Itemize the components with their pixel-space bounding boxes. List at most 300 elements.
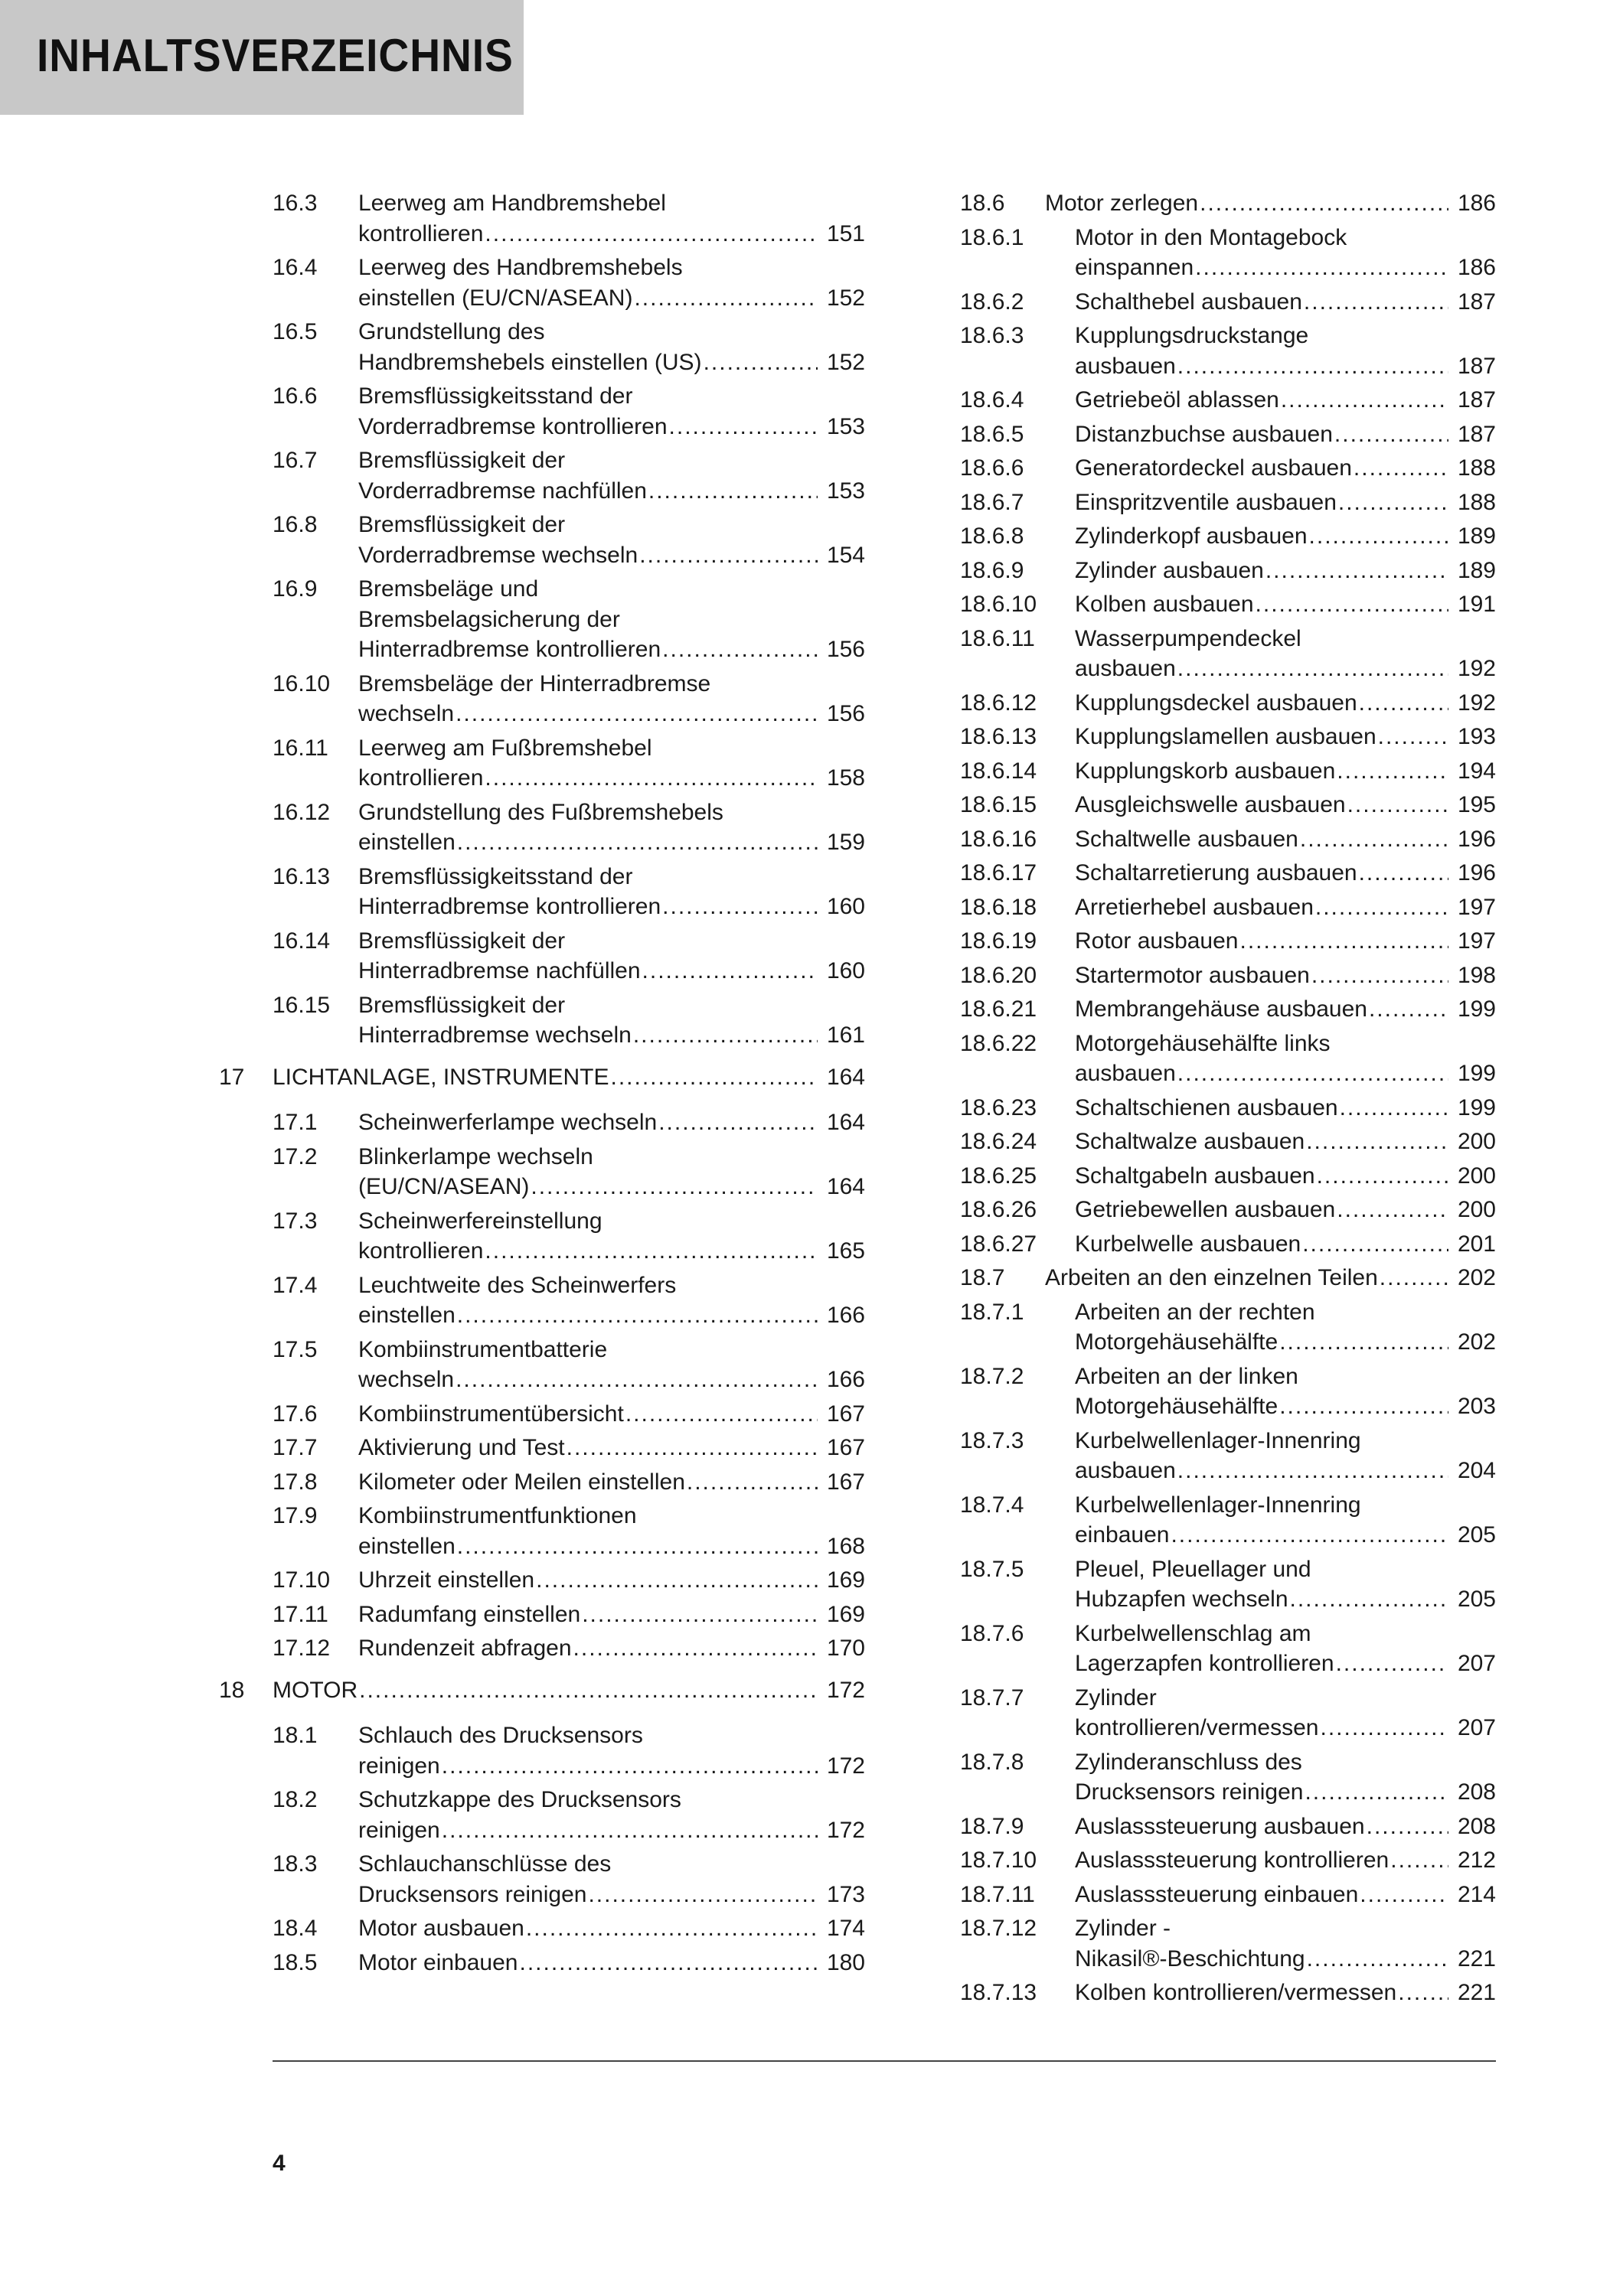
- toc-entry-number: 16.10: [273, 670, 331, 696]
- toc-entry[interactable]: [273, 1785, 865, 1845]
- toc-entry-title: Schaltschienen ausbauen: [1075, 1094, 1338, 1120]
- toc-entry-number: 16.9: [273, 576, 318, 602]
- toc-entry-page: 168: [826, 1533, 865, 1559]
- toc-entry-title: Kilometer oder Meilen einstellen: [358, 1469, 685, 1495]
- toc-entry-number: 16.15: [273, 992, 331, 1018]
- toc-entry-title: Bremsflüssigkeitsstand der: [358, 863, 633, 889]
- toc-entry-title: Kupplungskorb ausbauen: [1075, 758, 1336, 784]
- toc-entry[interactable]: [960, 994, 1496, 1025]
- toc-entry[interactable]: [960, 1747, 1496, 1808]
- toc-entry-page: 192: [1457, 656, 1496, 681]
- toc-entry-number: 16.4: [273, 255, 318, 280]
- toc-entry-page: 156: [826, 637, 865, 662]
- dot-leader: [1177, 351, 1448, 382]
- toc-entry-title: Grundstellung des Fußbremshebels: [358, 799, 723, 825]
- toc-entry-number: 18.6.15: [960, 792, 1037, 817]
- dot-leader: [526, 1913, 818, 1944]
- toc-entry-title: Bremsflüssigkeit der: [358, 512, 566, 537]
- toc-entry-number: 17.2: [273, 1143, 318, 1169]
- toc-entry-page: 191: [1457, 592, 1496, 617]
- toc-entry-title: Kupplungsdeckel ausbauen: [1075, 690, 1357, 716]
- toc-entry[interactable]: [960, 858, 1496, 889]
- toc-entry-title: Zylinderkopf ausbauen: [1075, 523, 1308, 549]
- toc-entry-title: reinigen: [358, 1817, 440, 1843]
- dot-leader: [1300, 824, 1448, 855]
- toc-entry-page: 166: [826, 1367, 865, 1392]
- toc-entry[interactable]: [960, 1845, 1496, 1876]
- dot-leader: [1337, 1195, 1448, 1225]
- toc-entry[interactable]: [960, 1263, 1496, 1293]
- dot-leader: [442, 1751, 818, 1782]
- page-number: 4: [273, 2151, 286, 2176]
- toc-entry[interactable]: [273, 862, 865, 922]
- toc-entry[interactable]: [273, 1433, 865, 1463]
- toc-entry-number: 18.6: [960, 191, 1005, 216]
- toc-entry-number: 17.3: [273, 1208, 318, 1234]
- toc-entry[interactable]: [273, 1270, 865, 1331]
- toc-entry[interactable]: [960, 756, 1496, 787]
- toc-entry-number: 18.7.9: [960, 1813, 1024, 1839]
- toc-entry-number: 18.6.2: [960, 289, 1024, 315]
- toc-entry-number: 16.3: [273, 191, 318, 216]
- toc-entry-page: 158: [826, 765, 865, 791]
- toc-entry[interactable]: [273, 1600, 865, 1630]
- toc-entry-page: 205: [1457, 1522, 1496, 1548]
- toc-entry[interactable]: [273, 445, 865, 506]
- dot-leader: [658, 1107, 818, 1138]
- toc-entry-number: 18.7.1: [960, 1299, 1024, 1325]
- toc-entry-title: Kurbelwellenschlag am: [1075, 1620, 1311, 1646]
- toc-entry-number: 17.5: [273, 1336, 318, 1362]
- toc-entry-title: einbauen: [1075, 1522, 1170, 1548]
- toc-entry-page: 221: [1457, 1980, 1496, 2005]
- toc-entry-page: 167: [826, 1469, 865, 1495]
- toc-entry[interactable]: [960, 1619, 1496, 1679]
- toc-entry[interactable]: [273, 1206, 865, 1267]
- toc-entry-title: Kombiinstrumentbatterie: [358, 1336, 608, 1362]
- toc-entry-title: Bremsbelagsicherung der: [358, 606, 620, 632]
- toc-entry-page: 199: [1457, 1061, 1496, 1086]
- toc-entry[interactable]: [960, 1554, 1496, 1615]
- toc-entry[interactable]: [273, 1142, 865, 1202]
- toc-entry-title: Zylinder -: [1075, 1916, 1171, 1941]
- toc-entry-page: 201: [1457, 1231, 1496, 1257]
- dot-leader: [457, 1300, 818, 1331]
- toc-entry-title: Kombiinstrumentfunktionen: [358, 1503, 637, 1528]
- toc-entry-number: 16.11: [273, 735, 328, 761]
- toc-entry[interactable]: [273, 510, 865, 570]
- toc-entry-page: 199: [1457, 1094, 1496, 1120]
- dot-leader: [642, 956, 818, 987]
- toc-entry[interactable]: [273, 1633, 865, 1664]
- dot-leader: [662, 634, 818, 665]
- toc-entry-page: 197: [1457, 928, 1496, 954]
- toc-entry-number: 16.13: [273, 863, 331, 889]
- toc-entry[interactable]: [273, 1720, 865, 1781]
- dot-leader: [456, 699, 818, 729]
- toc-entry-title: Arbeiten an den einzelnen Teilen: [1045, 1265, 1378, 1290]
- toc-entry[interactable]: [960, 1913, 1496, 1974]
- toc-entry-number: 18.6.8: [960, 523, 1024, 549]
- toc-entry-title: Schaltwalze ausbauen: [1075, 1129, 1305, 1154]
- toc-entry-title: Hubzapfen wechseln: [1075, 1587, 1288, 1612]
- toc-entry[interactable]: [273, 317, 865, 377]
- dot-leader: [1290, 1584, 1448, 1615]
- dot-leader: [1347, 790, 1448, 820]
- dot-leader: [1200, 188, 1448, 219]
- toc-entry-title: Auslasssteuerung kontrollieren: [1075, 1848, 1390, 1873]
- footer-divider: [273, 2060, 1496, 2062]
- toc-entry-title: Motor ausbauen: [358, 1916, 524, 1941]
- toc-entry-title: kontrollieren/vermessen: [1075, 1715, 1319, 1740]
- toc-entry-title: Einspritzventile ausbauen: [1075, 489, 1337, 515]
- toc-entry-title: Scheinwerfereinstellung: [358, 1208, 603, 1234]
- toc-entry-title: Motor einbauen: [358, 1949, 518, 1975]
- toc-chapter[interactable]: [219, 1062, 865, 1093]
- dot-leader: [1306, 1127, 1448, 1157]
- toc-entry-page: 207: [1457, 1651, 1496, 1676]
- toc-entry-title: Kombiinstrumentübersicht: [358, 1401, 624, 1427]
- toc-entry-title: Schutzkappe des Drucksensors: [358, 1787, 681, 1812]
- toc-entry-number: 18.6.10: [960, 592, 1037, 617]
- toc-entry[interactable]: [960, 1297, 1496, 1358]
- toc-entry-title: Zylinderanschluss des: [1075, 1749, 1302, 1775]
- toc-entry[interactable]: [273, 926, 865, 987]
- toc-entry-page: 160: [826, 894, 865, 919]
- toc-entry-page: 161: [826, 1022, 865, 1048]
- dot-leader: [359, 1675, 818, 1706]
- toc-entry[interactable]: [960, 488, 1496, 518]
- toc-entry-title: Leerweg des Handbremshebels: [358, 255, 683, 280]
- dot-leader: [1380, 1263, 1448, 1293]
- toc-entry[interactable]: [960, 453, 1496, 484]
- toc-entry-number: 18.6.23: [960, 1094, 1037, 1120]
- toc-entry-title: kontrollieren: [358, 1238, 484, 1264]
- dot-leader: [1317, 1161, 1448, 1192]
- toc-entry[interactable]: [273, 669, 865, 729]
- toc-entry[interactable]: [960, 1127, 1496, 1157]
- toc-entry-number: 18.1: [273, 1723, 318, 1748]
- toc-entry-number: 17.8: [273, 1469, 318, 1495]
- toc-entry-number: 18.7.8: [960, 1749, 1024, 1775]
- toc-entry-title: Startermotor ausbauen: [1075, 962, 1310, 988]
- toc-entry[interactable]: [960, 321, 1496, 381]
- dot-leader: [485, 763, 818, 794]
- toc-entry-page: 186: [1457, 191, 1496, 216]
- toc-entry[interactable]: [273, 1467, 865, 1498]
- dot-leader: [1354, 453, 1448, 484]
- toc-entry-page: 164: [826, 1174, 865, 1199]
- dot-leader: [456, 1365, 818, 1395]
- toc-entry-title: Motorgehäusehälfte: [1075, 1394, 1278, 1419]
- toc-entry[interactable]: [960, 188, 1496, 219]
- toc-entry[interactable]: [273, 1107, 865, 1138]
- toc-entry-number: 18.6.14: [960, 758, 1037, 784]
- page-title: INHALTSVERZEICHNIS: [37, 30, 514, 81]
- toc-entry-page: 221: [1457, 1945, 1496, 1971]
- toc-entry[interactable]: [273, 1849, 865, 1910]
- dot-leader: [687, 1467, 818, 1498]
- toc-entry-page: 156: [826, 701, 865, 726]
- toc-entry-number: 18.7.12: [960, 1916, 1037, 1941]
- toc-entry-page: 164: [826, 1110, 865, 1135]
- toc-entry[interactable]: [960, 892, 1496, 923]
- dot-leader: [1265, 556, 1448, 586]
- toc-entry-number: 16.6: [273, 383, 318, 409]
- toc-entry-title: Vorderradbremse nachfüllen: [358, 478, 647, 504]
- toc-entry[interactable]: [960, 1362, 1496, 1422]
- dot-leader: [457, 827, 818, 858]
- dot-leader: [1320, 1713, 1448, 1743]
- toc-entry-title: Kurbelwellenlager-Innenring: [1075, 1427, 1361, 1453]
- toc-entry-page: 151: [826, 220, 865, 246]
- toc-entry-page: 172: [826, 1677, 865, 1703]
- toc-entry[interactable]: [960, 1229, 1496, 1260]
- toc-entry-number: 18.6.18: [960, 894, 1037, 920]
- toc-entry-number: 18.7.11: [960, 1881, 1035, 1907]
- toc-entry[interactable]: [273, 381, 865, 442]
- dot-leader: [625, 1399, 818, 1430]
- toc-entry[interactable]: [960, 960, 1496, 991]
- toc-entry-title: Leuchtweite des Scheinwerfers: [358, 1272, 677, 1298]
- toc-entry[interactable]: [273, 1399, 865, 1430]
- dot-leader: [1256, 589, 1448, 620]
- dot-leader: [442, 1815, 818, 1846]
- dot-leader: [567, 1433, 818, 1463]
- toc-entry-number: 16.7: [273, 448, 318, 473]
- toc-entry-title: Getriebeöl ablassen: [1075, 387, 1279, 413]
- toc-entry-title: Auslasssteuerung einbauen: [1075, 1881, 1359, 1907]
- toc-entry[interactable]: [273, 1565, 865, 1596]
- dot-leader: [1279, 1391, 1448, 1422]
- toc-entry-title: Kolben kontrollieren/vermessen: [1075, 1980, 1397, 2005]
- toc-entry-title: Motor in den Montagebock: [1075, 224, 1347, 250]
- toc-entry-page: 194: [1457, 758, 1496, 784]
- toc-entry[interactable]: [960, 926, 1496, 957]
- toc-entry-title: Vorderradbremse kontrollieren: [358, 413, 668, 439]
- toc-entry-number: 18: [219, 1677, 245, 1703]
- toc-entry-page: 202: [1457, 1265, 1496, 1290]
- toc-entry-title: reinigen: [358, 1753, 440, 1779]
- toc-entry-title: Kupplungslamellen ausbauen: [1075, 724, 1376, 749]
- toc-entry[interactable]: [960, 1812, 1496, 1842]
- toc-entry[interactable]: [960, 688, 1496, 719]
- toc-entry-page: 197: [1457, 894, 1496, 920]
- toc-entry-page: 189: [1457, 557, 1496, 583]
- toc-entry-page: 207: [1457, 1715, 1496, 1740]
- dot-leader: [1336, 1649, 1448, 1679]
- dot-leader: [648, 476, 818, 507]
- toc-entry-page: 187: [1457, 289, 1496, 315]
- dot-leader: [1305, 1777, 1448, 1808]
- toc-entry-page: 172: [826, 1817, 865, 1843]
- toc-entry[interactable]: [960, 790, 1496, 820]
- toc-entry-number: 18.6.11: [960, 625, 1035, 651]
- toc-entry-page: 187: [1457, 353, 1496, 379]
- toc-entry-number: 18.7.10: [960, 1848, 1037, 1873]
- toc-entry-page: 204: [1457, 1458, 1496, 1483]
- toc-entry-title: Arretierhebel ausbauen: [1075, 894, 1314, 920]
- toc-entry-title: Schaltgabeln ausbauen: [1075, 1163, 1315, 1189]
- toc-entry[interactable]: [273, 188, 865, 249]
- toc-entry-title: Auslasssteuerung ausbauen: [1075, 1813, 1365, 1839]
- toc-entry-number: 16.5: [273, 319, 318, 344]
- toc-entry-number: 17.6: [273, 1401, 318, 1427]
- toc-entry-page: 203: [1457, 1394, 1496, 1419]
- toc-chapter[interactable]: [219, 1675, 865, 1706]
- toc-entry-page: 152: [826, 349, 865, 375]
- toc-entry-title: Bremsbeläge der Hinterradbremse: [358, 670, 711, 696]
- toc-entry-number: 18.6.20: [960, 962, 1037, 988]
- toc-entry[interactable]: [273, 990, 865, 1051]
- toc-entry[interactable]: [960, 1978, 1496, 2008]
- toc-entry-title: Drucksensors reinigen: [358, 1881, 587, 1907]
- toc-entry-title: einstellen: [358, 1533, 456, 1559]
- toc-entry-page: 159: [826, 830, 865, 855]
- toc-entry-page: 173: [826, 1881, 865, 1907]
- toc-entry-title: einstellen: [358, 830, 456, 855]
- toc-entry[interactable]: [273, 1501, 865, 1561]
- toc-entry-title: Wasserpumpendeckel: [1075, 625, 1301, 651]
- toc-entry[interactable]: [960, 521, 1496, 552]
- toc-entry-page: 160: [826, 958, 865, 983]
- toc-entry-title: Schaltarretierung ausbauen: [1075, 860, 1357, 885]
- toc-entry[interactable]: [273, 253, 865, 313]
- toc-entry-page: 188: [1457, 489, 1496, 515]
- toc-entry[interactable]: [960, 589, 1496, 620]
- dot-leader: [634, 283, 818, 314]
- toc-entry-page: 200: [1457, 1129, 1496, 1154]
- toc-entry-number: 18.6.5: [960, 421, 1024, 447]
- toc-entry-title: Bremsflüssigkeit der: [358, 992, 566, 1018]
- toc-entry[interactable]: [960, 1880, 1496, 1910]
- toc-entry-title: Kurbelwellenlager-Innenring: [1075, 1492, 1361, 1518]
- toc-entry-page: 169: [826, 1601, 865, 1627]
- toc-entry-number: 18.6.19: [960, 928, 1037, 954]
- toc-entry-page: 169: [826, 1567, 865, 1593]
- dot-leader: [1171, 1520, 1448, 1551]
- toc-entry-title: Aktivierung und Test: [358, 1435, 565, 1460]
- toc-entry-title: Arbeiten an der linken: [1075, 1363, 1298, 1389]
- toc-entry-number: 18.6.21: [960, 996, 1037, 1022]
- toc-entry-number: 17.12: [273, 1636, 331, 1661]
- toc-entry[interactable]: [960, 624, 1496, 684]
- dot-leader: [611, 1062, 818, 1093]
- toc-entry-title: Leerweg am Fußbremshebel: [358, 735, 652, 761]
- toc-entry-title: LICHTANLAGE, INSTRUMENTE: [273, 1064, 609, 1090]
- toc-entry[interactable]: [960, 223, 1496, 283]
- dot-leader: [519, 1948, 818, 1978]
- dot-leader: [1177, 1456, 1448, 1486]
- toc-entry[interactable]: [960, 824, 1496, 855]
- toc-entry-page: 154: [826, 542, 865, 568]
- dot-leader: [1334, 419, 1448, 450]
- toc-entry-page: 180: [826, 1949, 865, 1975]
- dot-leader: [1309, 521, 1448, 552]
- toc-entry-page: 152: [826, 285, 865, 311]
- toc-entry-title: Grundstellung des: [358, 319, 545, 344]
- toc-entry-title: (EU/CN/ASEAN): [358, 1174, 530, 1199]
- dot-leader: [1302, 1229, 1448, 1260]
- dot-leader: [1390, 1845, 1448, 1876]
- toc-entry-title: Lagerzapfen kontrollieren: [1075, 1651, 1334, 1676]
- toc-entry[interactable]: [960, 556, 1496, 586]
- toc-entry-title: Vorderradbremse wechseln: [358, 542, 638, 568]
- toc-entry-title: wechseln: [358, 701, 455, 726]
- toc-entry-page: 200: [1457, 1197, 1496, 1222]
- toc-entry[interactable]: [273, 574, 865, 665]
- dot-leader: [1359, 858, 1448, 889]
- toc-entry[interactable]: [960, 419, 1496, 450]
- toc-entry[interactable]: [273, 1948, 865, 1978]
- dot-leader: [1315, 892, 1448, 923]
- dot-leader: [1340, 1093, 1448, 1124]
- toc-entry[interactable]: [960, 722, 1496, 752]
- toc-entry-title: Radumfang einstellen: [358, 1601, 581, 1627]
- toc-entry-title: Hinterradbremse nachfüllen: [358, 958, 641, 983]
- dot-leader: [1359, 688, 1448, 719]
- toc-entry-number: 18.6.16: [960, 826, 1037, 852]
- toc-entry[interactable]: [960, 1683, 1496, 1743]
- dot-leader: [1337, 756, 1448, 787]
- toc-entry-number: 18.5: [273, 1949, 318, 1975]
- toc-entry-number: 18.6.13: [960, 724, 1037, 749]
- dot-leader: [1367, 1812, 1448, 1842]
- toc-entry[interactable]: [960, 1426, 1496, 1486]
- toc-entry-title: Leerweg am Handbremshebel: [358, 191, 666, 216]
- toc-entry-number: 17.1: [273, 1110, 318, 1135]
- toc-entry-title: ausbauen: [1075, 656, 1176, 681]
- toc-entry[interactable]: [960, 1195, 1496, 1225]
- toc-entry[interactable]: [273, 1335, 865, 1395]
- toc-entry-number: 18.6.7: [960, 489, 1024, 515]
- toc-entry[interactable]: [273, 1913, 865, 1944]
- toc-entry[interactable]: [273, 733, 865, 794]
- toc-entry-number: 18.7: [960, 1265, 1005, 1290]
- dot-leader: [582, 1600, 818, 1630]
- dot-leader: [669, 412, 818, 442]
- toc-entry-number: 18.7.2: [960, 1363, 1024, 1389]
- toc-entry[interactable]: [960, 385, 1496, 416]
- toc-entry-number: 18.6.17: [960, 860, 1037, 885]
- toc-entry[interactable]: [960, 1029, 1496, 1089]
- dot-leader: [1279, 1327, 1448, 1358]
- toc-entry[interactable]: [960, 1490, 1496, 1551]
- toc-entry-title: kontrollieren: [358, 765, 484, 791]
- toc-entry-page: 193: [1457, 724, 1496, 749]
- dot-leader: [1240, 926, 1449, 957]
- toc-entry[interactable]: [273, 797, 865, 858]
- toc-entry-title: einstellen: [358, 1303, 456, 1328]
- toc-entry-number: 17.9: [273, 1503, 318, 1528]
- toc-entry-title: Hinterradbremse wechseln: [358, 1022, 632, 1048]
- dot-leader: [1369, 994, 1448, 1025]
- toc-entry-number: 17.10: [273, 1567, 331, 1593]
- toc-entry-page: 189: [1457, 523, 1496, 549]
- toc-entry[interactable]: [960, 1161, 1496, 1192]
- dot-leader: [633, 1020, 818, 1051]
- toc-entry-number: 17.7: [273, 1435, 318, 1460]
- toc-entry[interactable]: [960, 287, 1496, 318]
- toc-entry-title: Membrangehäuse ausbauen: [1075, 996, 1367, 1022]
- toc-entry-number: 18.6.3: [960, 323, 1024, 348]
- toc-entry[interactable]: [960, 1093, 1496, 1124]
- toc-entry-number: 18.6.25: [960, 1163, 1037, 1189]
- toc-entry-number: 18.6.22: [960, 1030, 1037, 1056]
- toc-entry-page: 174: [826, 1916, 865, 1941]
- toc-entry-title: Zylinder: [1075, 1684, 1157, 1711]
- toc-entry-page: 200: [1457, 1163, 1496, 1189]
